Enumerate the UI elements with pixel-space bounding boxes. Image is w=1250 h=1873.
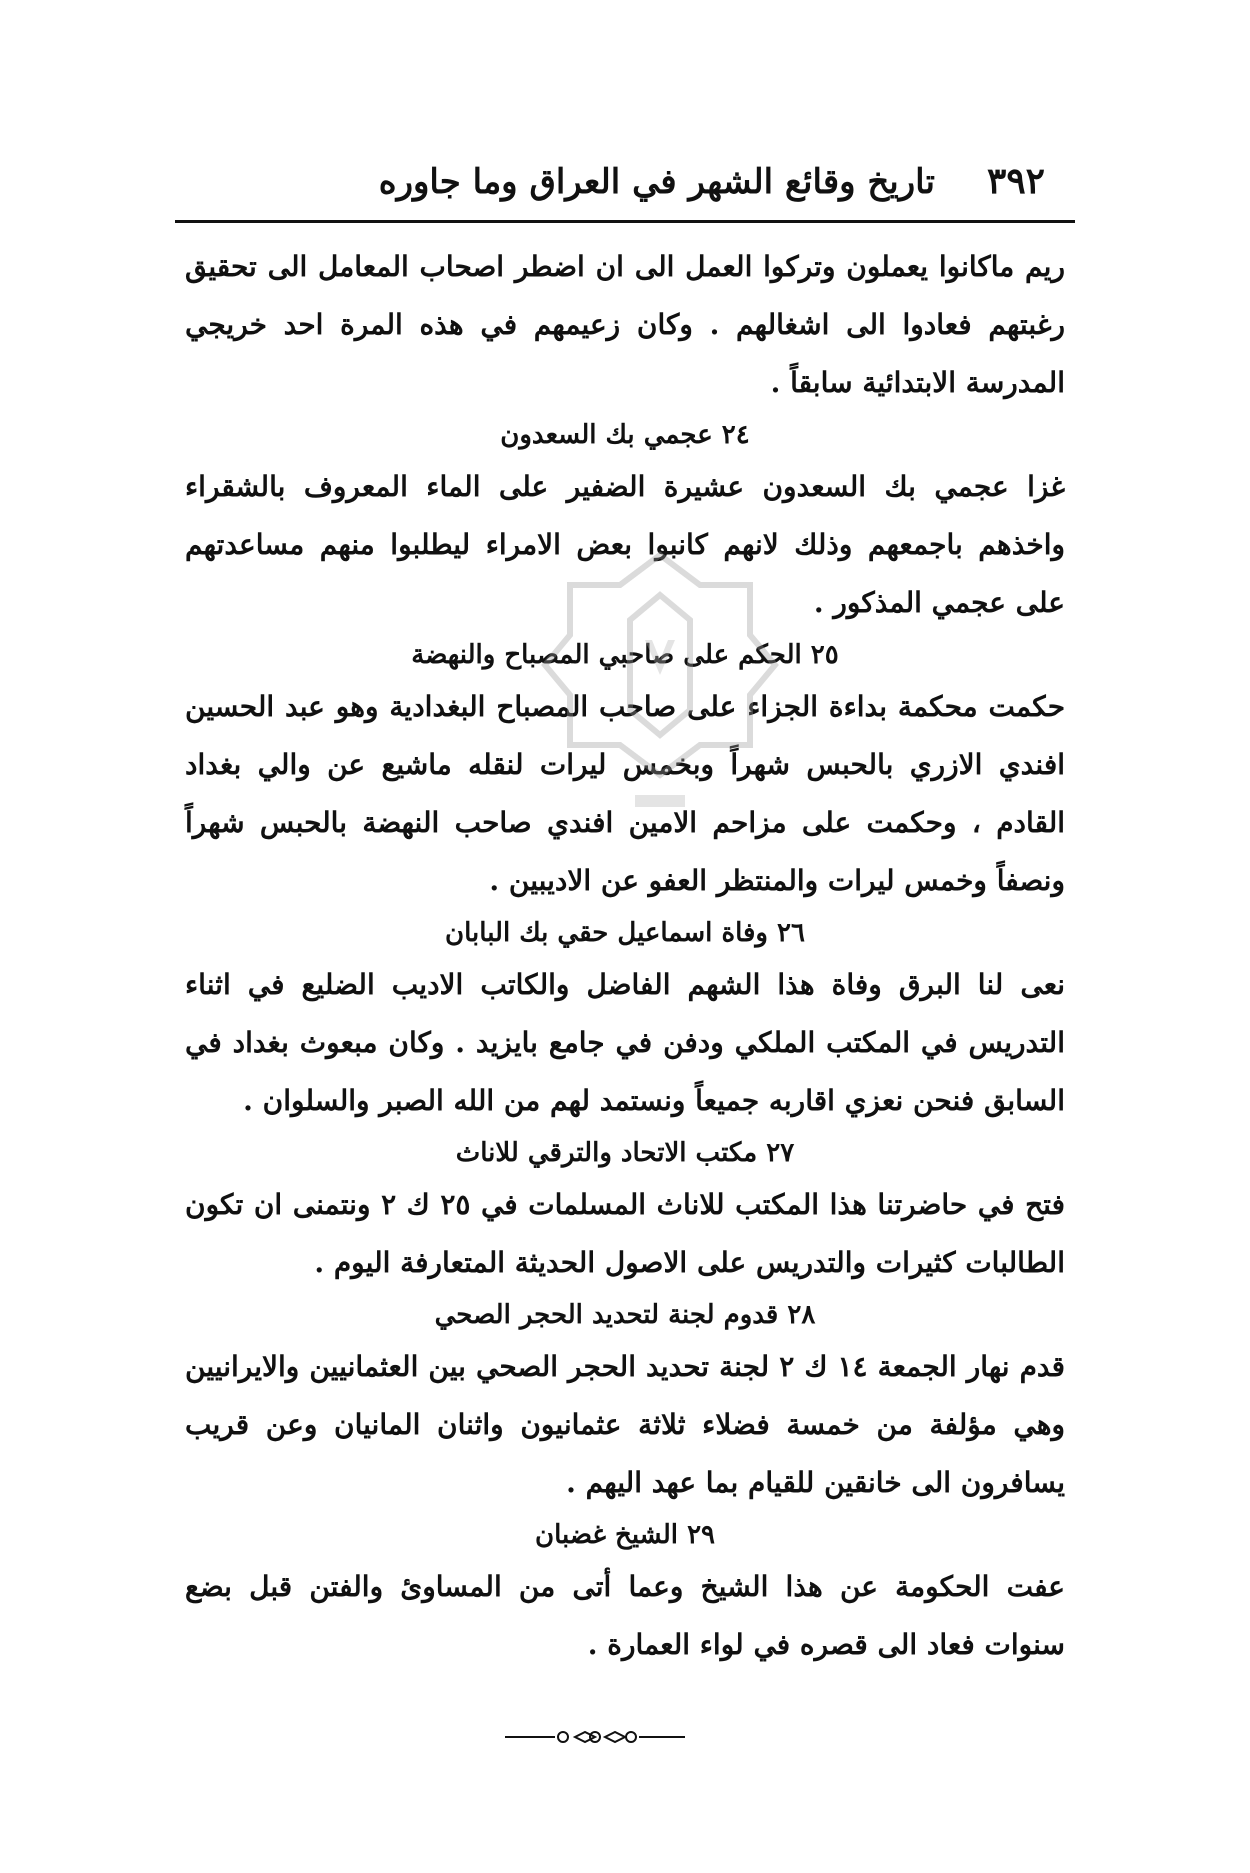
- header-rule: [175, 220, 1075, 223]
- intro-paragraph: ريم ماكانوا يعملون وتركوا العمل الى ان اضطر اصحاب المعامل الى تحقيق رغبتهم فعادوا الى اشغالهم . وكان زعيمهم في هذه المرة احد خريجي المدرسة الابتدائية سابقاً .: [185, 250, 1065, 399]
- end-ornament-icon: [505, 1730, 685, 1744]
- running-title: تاريخ وقائع الشهر في العراق وما جاوره: [378, 162, 935, 202]
- section-text-26: نعى لنا البرق وفاة هذا الشهم الفاضل والكاتب الاديب الضليع في اثناء التدريس في المكتب الملكي ودفن في جامع بايزيد . وكان مبعوث بغداد في السابق فنحن نعزي اقاربه جميعاً ونستمد لهم من الله الصبر والسلوان .: [185, 968, 1065, 1117]
- section-text-27: فتح في حاضرتنا هذا المكتب للاناث المسلمات في ٢٥ ك ٢ ونتمنى ان تكون الطالبات كثيرات والتدريس على الاصول الحديثة المتعارفة اليوم .: [185, 1188, 1066, 1279]
- page-number: ٣٩٢: [986, 160, 1045, 202]
- section-text-24: غزا عجمي بك السعدون عشيرة الضفير على الماء المعروف بالشقراء واخذهم باجمعهم وذلك لانهم كانبوا بعض الامراء ليطلبوا منهم مساعدتهم على عجمي المذكور .: [185, 470, 1065, 619]
- section-text-28: قدم نهار الجمعة ١٤ ك ٢ لجنة تحديد الحجر الصحي بين العثمانيين والايرانيين وهي مؤلفة من خمسة فضلاء ثلاثة عثمانيون واثنان المانيان وعن قريب يسافرون الى خانقين للقيام بما عهد اليهم .: [185, 1350, 1065, 1499]
- section-heading-24: ٢٤ عجمي بك السعدون: [500, 420, 750, 450]
- page-body: [185, 238, 1065, 1674]
- section-heading-28: ٢٨ قدوم لجنة لتحديد الحجر الصحي: [434, 1300, 816, 1330]
- section-text-25: حكمت محكمة بداءة الجزاء على صاحب المصباح البغدادية وهو عبد الحسين افندي الازري بالحبس شهراً وبخمس ليرات لنقله ماشيع عن والي بغداد القادم ، وحكمت على مزاحم الامين افندي صاحب النهضة بالحبس شهراً ونصفاً وخمس ليرات والمنتظر العفو عن الاديبين .: [185, 690, 1065, 897]
- page-header: [175, 150, 1075, 220]
- section-heading-29: ٢٩ الشيخ غضبان: [534, 1520, 715, 1550]
- section-heading-27: ٢٧ مكتب الاتحاد والترقي للاناث: [455, 1138, 795, 1168]
- section-heading-25: ٢٥ الحكم على صاحبي المصباح والنهضة: [411, 640, 839, 670]
- section-heading-26: ٢٦ وفاة اسماعيل حقي بك البابان: [445, 918, 805, 948]
- section-text-29: عفت الحكومة عن هذا الشيخ وعما أتى من المساوئ والفتن قبل بضع سنوات فعاد الى قصره في لواء العمارة .: [185, 1570, 1065, 1661]
